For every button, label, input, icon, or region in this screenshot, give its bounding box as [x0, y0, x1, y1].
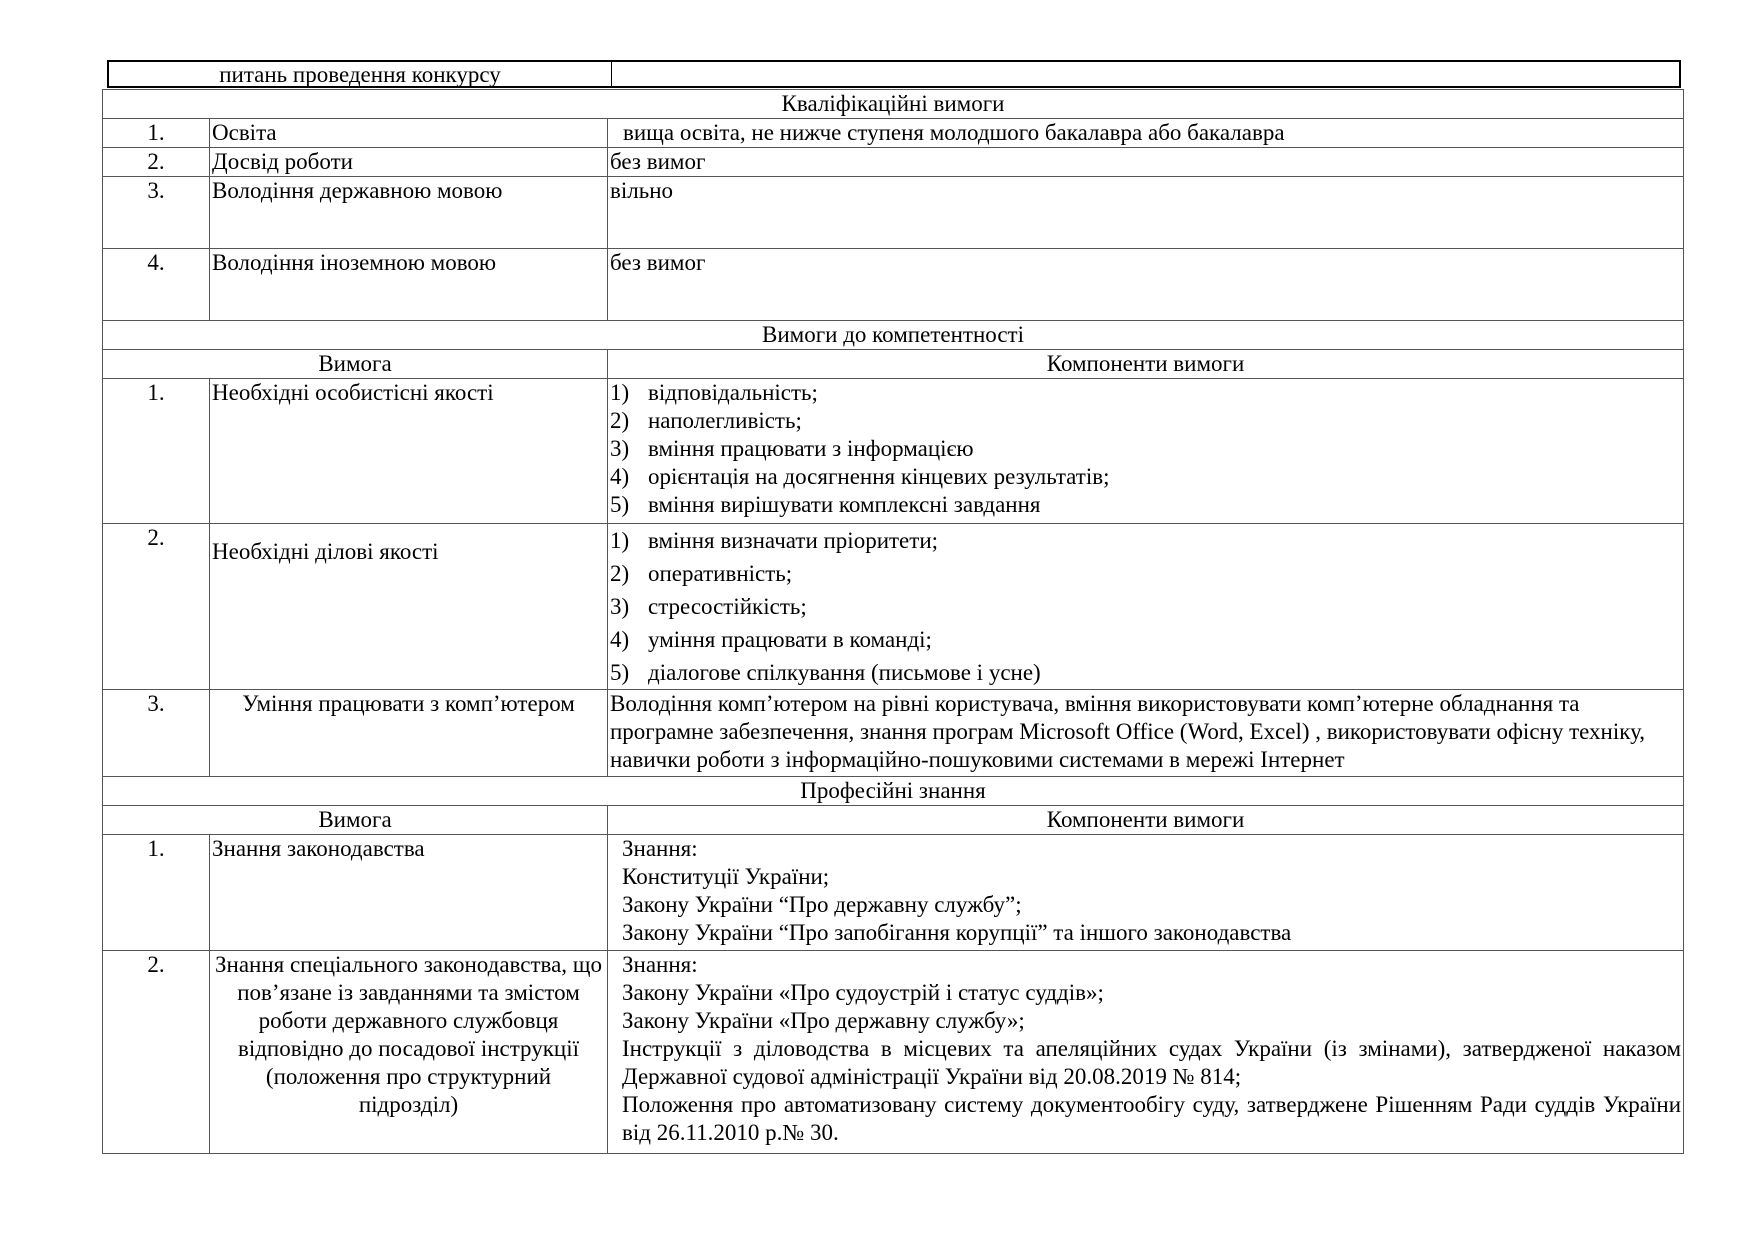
list-item [610, 463, 1681, 491]
components-list [610, 379, 1681, 519]
list-item [610, 524, 1681, 557]
column-header-components: Компоненти вимоги [608, 806, 1684, 835]
requirement-value: Володіння комп’ютером на рівні користувача, вміння використовувати комп’ютерне обладнання та програмне забезпечення, знання програм Microsoft Office (Word, Excel) , використовувати офісну техніку, навички роботи з інформаційно-пошуковими системами в мережі Інтернет [608, 690, 1684, 777]
requirement-components [608, 524, 1684, 690]
requirement-name: Знання законодавства [210, 835, 608, 951]
components-list [610, 524, 1681, 689]
requirement-components [608, 951, 1684, 1154]
item-number: 1) [610, 380, 630, 405]
item-number: 4) [610, 627, 630, 652]
requirement-name: Досвід роботи [210, 148, 608, 177]
component-line: Знання: [622, 952, 698, 977]
requirement-name: Володіння іноземною мовою [210, 249, 608, 321]
item-text: оперативність; [648, 561, 793, 586]
column-header-requirement: Вимога [103, 350, 608, 379]
list-item [610, 379, 1681, 407]
item-number: 4) [610, 464, 630, 489]
item-text: наполегливість; [648, 408, 802, 433]
section-title-professional: Професійні знання [103, 777, 1684, 806]
list-item [610, 407, 1681, 435]
component-line: Знання: [622, 836, 698, 861]
item-text: вміння працювати з інформацією [648, 436, 974, 461]
column-header-requirement: Вимога [103, 806, 608, 835]
column-header-row [103, 350, 1684, 379]
list-item [610, 656, 1681, 689]
requirement-name: Необхідні ділові якості [210, 524, 608, 690]
list-item [610, 623, 1681, 656]
column-header-row [103, 806, 1684, 835]
continuation-row [107, 60, 1681, 88]
section-header-row [103, 777, 1684, 806]
requirement-value: без вимог [608, 148, 1684, 177]
table-row [103, 379, 1684, 524]
item-text: стресостійкість; [648, 594, 807, 619]
table-row [103, 951, 1684, 1154]
component-line: Закону України “Про державну службу”; [622, 892, 1022, 917]
item-number: 2) [610, 561, 630, 586]
item-number: 3) [610, 436, 630, 461]
table-row [103, 148, 1684, 177]
item-number: 3) [610, 594, 630, 619]
row-number: 4. [103, 249, 210, 321]
table-row [103, 524, 1684, 690]
section-header-row [103, 321, 1684, 350]
list-item [610, 491, 1681, 519]
requirement-components [608, 835, 1684, 951]
section-title-competence: Вимоги до компетентності [103, 321, 1684, 350]
requirement-name: Володіння державною мовою [210, 177, 608, 249]
item-number: 1) [610, 528, 630, 553]
column-header-components: Компоненти вимоги [608, 350, 1684, 379]
requirement-name: Уміння працювати з комп’ютером [210, 690, 608, 777]
continuation-label: питань проведення конкурсу [109, 62, 612, 86]
row-number: 3. [103, 690, 210, 777]
item-text: орієнтація на досягнення кінцевих результатів; [648, 464, 1110, 489]
requirement-value: без вимог [608, 249, 1684, 321]
list-item [610, 557, 1681, 590]
list-item [610, 435, 1681, 463]
table-row [103, 177, 1684, 249]
item-text: відповідальність; [648, 380, 818, 405]
component-line: Конституції України; [622, 864, 830, 889]
requirement-value: вища освіта, не нижче ступеня молодшого бакалавра або бакалавра [608, 119, 1684, 148]
item-number: 5) [610, 660, 630, 685]
item-text: уміння працювати в команді; [648, 627, 932, 652]
item-number: 2) [610, 408, 630, 433]
item-number: 5) [610, 492, 630, 517]
row-number: 1. [103, 119, 210, 148]
component-line: Закону України “Про запобігання корупції” та іншого законодавства [622, 920, 1292, 945]
row-number: 1. [103, 379, 210, 524]
requirement-components [608, 379, 1684, 524]
requirement-name: Необхідні особистісні якості [210, 379, 608, 524]
section-header-row [103, 90, 1684, 119]
item-text: діалогове спілкування (письмове і усне) [648, 660, 1041, 685]
row-number: 1. [103, 835, 210, 951]
item-text: вміння вирішувати комплексні завдання [648, 492, 1041, 517]
table-row [103, 249, 1684, 321]
table-row [103, 835, 1684, 951]
requirement-value: вільно [608, 177, 1684, 249]
table-row [103, 690, 1684, 777]
row-number: 2. [103, 951, 210, 1154]
list-item [610, 590, 1681, 623]
requirements-table [102, 89, 1684, 1154]
component-line: Закону України «Про державну службу»; [622, 1008, 1025, 1033]
requirement-name: Освіта [210, 119, 608, 148]
row-number: 3. [103, 177, 210, 249]
row-number: 2. [103, 524, 210, 690]
component-line: Інструкції з діловодства в місцевих та апеляційних судах України (із змінами), затвердженої наказом Державної судової адміністрації України від 20.08.2019 № 814; [622, 1036, 1682, 1089]
component-line: Закону України «Про судоустрій і статус суддів»; [622, 980, 1104, 1005]
continuation-value [612, 62, 1679, 86]
component-line: Положення про автоматизовану систему документообігу суду, затверджене Рішенням Ради суддів України від 26.11.2010 р.№ 30. [622, 1092, 1682, 1145]
row-number: 2. [103, 148, 210, 177]
section-title-qualification: Кваліфікаційні вимоги [103, 90, 1684, 119]
requirement-name: Знання спеціального законодавства, що пов’язане із завданнями та змістом роботи державного службовця відповідно до посадової інструкції (положення про структурний підрозділ) [210, 951, 608, 1154]
table-row [103, 119, 1684, 148]
item-text: вміння визначати пріоритети; [648, 528, 939, 553]
